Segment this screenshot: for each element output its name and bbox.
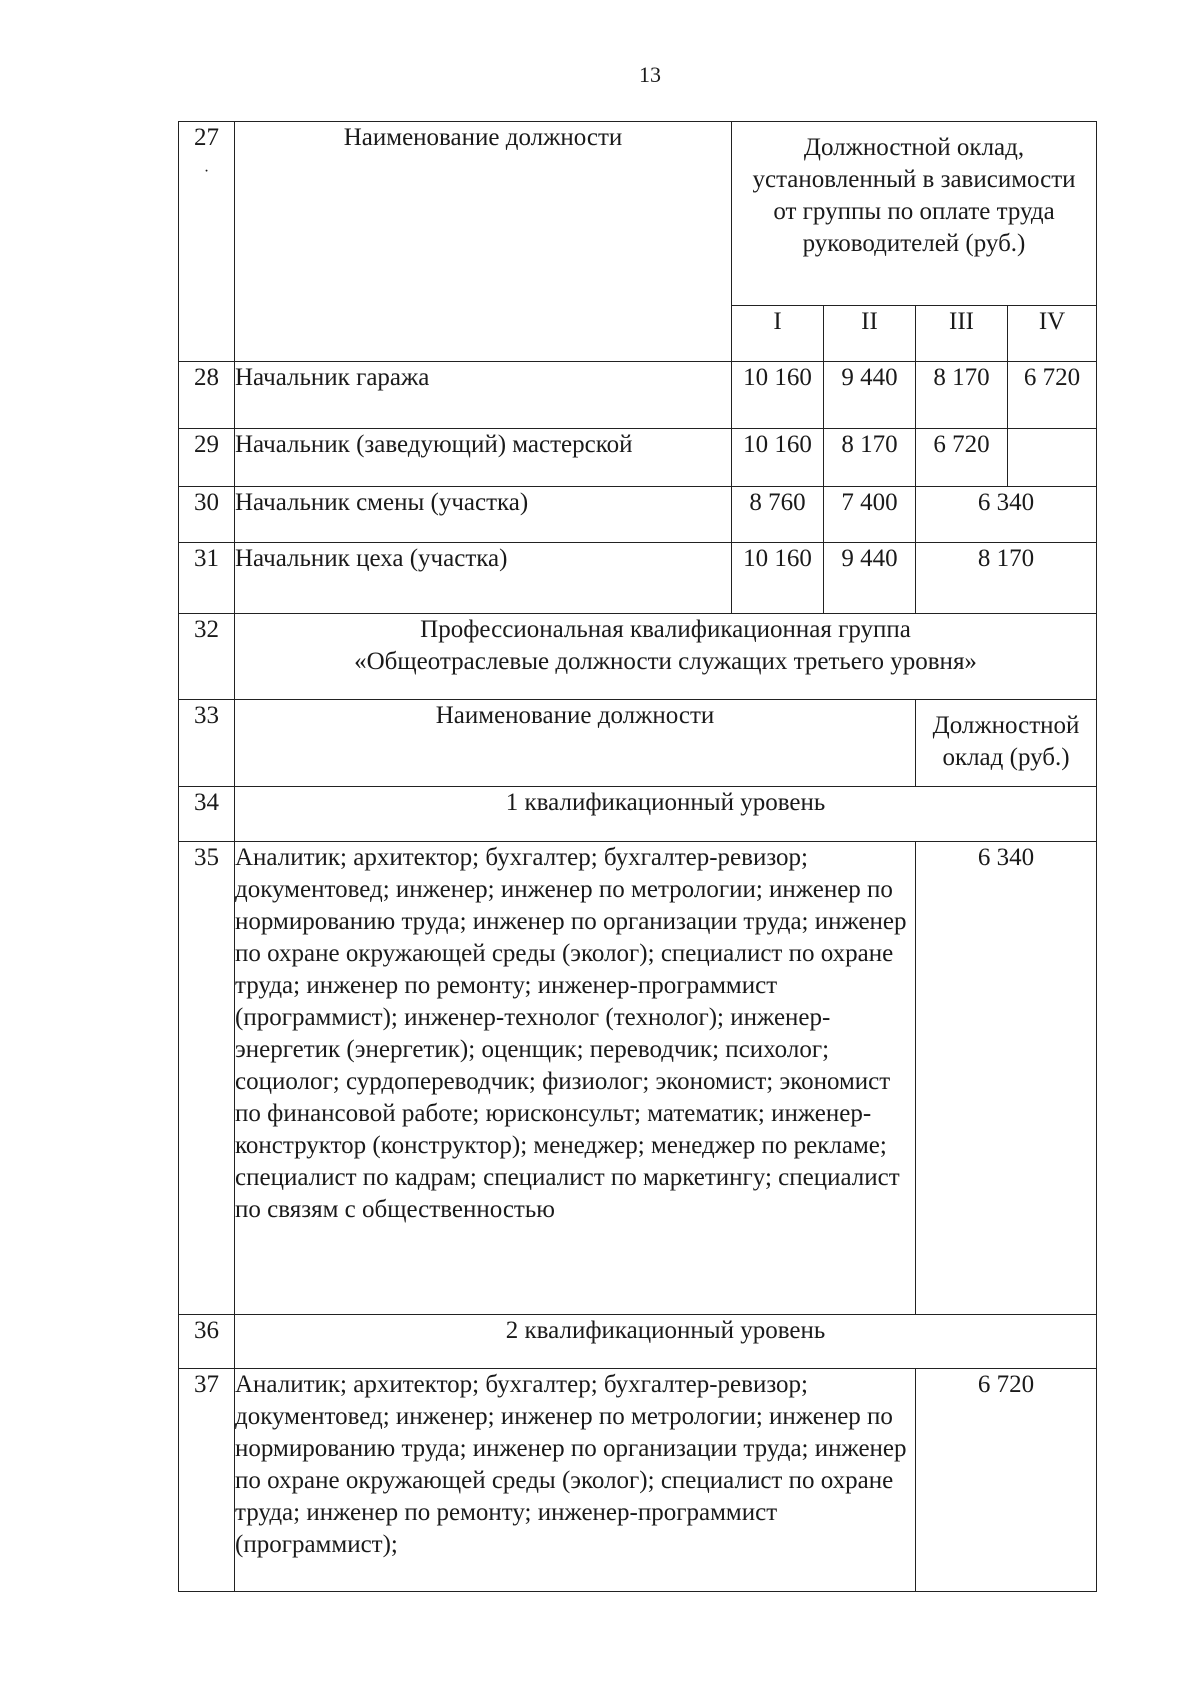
salary-value: 6 720 xyxy=(916,1369,1097,1592)
row-number: 34 xyxy=(179,787,235,842)
qualification-level-row xyxy=(179,787,1097,842)
position-list: Аналитик; архитектор; бухгалтер; бухгалтер-ревизор; документовед; инженер; инженер по метрологии; инженер по нормированию труда; инженер по организации труда; инженер по охране окружающей среды (эколог); специалист по охране труда; инженер по ремонту; инженер-программист (программист); xyxy=(235,1369,916,1592)
table-row xyxy=(179,429,1097,487)
salary-value: 10 160 xyxy=(732,543,824,614)
table2-header-row xyxy=(179,700,1097,787)
position-name: Начальник (заведующий) мастерской xyxy=(235,429,732,487)
salary-value: 10 160 xyxy=(732,429,824,487)
qualification-level-label: 1 квалификационный уровень xyxy=(235,787,1097,842)
salary-value: 9 440 xyxy=(824,543,916,614)
row-number: 29 xyxy=(179,429,235,487)
position-list: Аналитик; архитектор; бухгалтер; бухгалтер-ревизор; документовед; инженер; инженер по метрологии; инженер по нормированию труда; инженер по организации труда; инженер по охране окружающей среды (эколог); специалист по охране труда; инженер по ремонту; инженер-программист (программист); инженер-технолог (технолог); инженер-энергетик (энергетик); оценщик; переводчик; психолог; социолог; сурдопереводчик; физиолог; экономист; экономист по финансовой работе; юрисконсульт; математик; инженер-конструктор (конструктор); менеджер; менеджер по рекламе; специалист по кадрам; специалист по маркетингу; специалист по связям с общественностью xyxy=(235,842,916,1315)
group-header-4: IV xyxy=(1008,306,1097,362)
row-number: 27 · xyxy=(179,122,235,362)
column-header-position: Наименование должности xyxy=(235,700,916,787)
row-number: 28 xyxy=(179,362,235,429)
row-number: 32 xyxy=(179,614,235,700)
group-header-2: II xyxy=(824,306,916,362)
row-number: 36 xyxy=(179,1315,235,1369)
salary-value: 6 720 xyxy=(916,429,1008,487)
table-row xyxy=(179,842,1097,1315)
row-number: 35 xyxy=(179,842,235,1315)
column-header-salary: Должностной оклад (руб.) xyxy=(916,700,1097,787)
row-number: 30 xyxy=(179,487,235,543)
salary-value: 6 720 xyxy=(1008,362,1097,429)
salary-value: 8 760 xyxy=(732,487,824,543)
group-header-1: I xyxy=(732,306,824,362)
position-name: Начальник цеха (участка) xyxy=(235,543,732,614)
position-name: Начальник гаража xyxy=(235,362,732,429)
salary-value: 7 400 xyxy=(824,487,916,543)
qualification-group-title xyxy=(235,614,1097,700)
row-number: 33 xyxy=(179,700,235,787)
salary-value: 8 170 xyxy=(916,362,1008,429)
group-title-row xyxy=(179,614,1097,700)
qualification-level-row xyxy=(179,1315,1097,1369)
position-name: Начальник смены (участка) xyxy=(235,487,732,543)
table-header-row xyxy=(179,122,1097,306)
salary-value: 9 440 xyxy=(824,362,916,429)
group-header-3: III xyxy=(916,306,1008,362)
group-title-line-2: «Общеотраслевые должности служащих третьего уровня» xyxy=(354,648,977,675)
salary-table xyxy=(178,121,1097,1592)
salary-value: 6 340 xyxy=(916,842,1097,1315)
page-number: 13 xyxy=(639,62,661,87)
column-header-position: Наименование должности xyxy=(235,122,732,362)
salary-value-merged: 6 340 xyxy=(916,487,1097,543)
table-row xyxy=(179,362,1097,429)
column-header-salary-by-group: Должностной оклад, установленный в зависимости от группы по оплате труда руководителей (руб.) xyxy=(732,122,1097,306)
group-title-line-1: Профессиональная квалификационная группа xyxy=(420,616,911,643)
table-row xyxy=(179,1369,1097,1592)
row-number: 37 xyxy=(179,1369,235,1592)
qualification-level-label: 2 квалификационный уровень xyxy=(235,1315,1097,1369)
salary-value-merged: 8 170 xyxy=(916,543,1097,614)
table-row xyxy=(179,543,1097,614)
salary-value-empty xyxy=(1008,429,1097,487)
salary-value: 10 160 xyxy=(732,362,824,429)
row-number: 31 xyxy=(179,543,235,614)
dot-mark: · xyxy=(203,163,210,180)
salary-value: 8 170 xyxy=(824,429,916,487)
table-row xyxy=(179,487,1097,543)
